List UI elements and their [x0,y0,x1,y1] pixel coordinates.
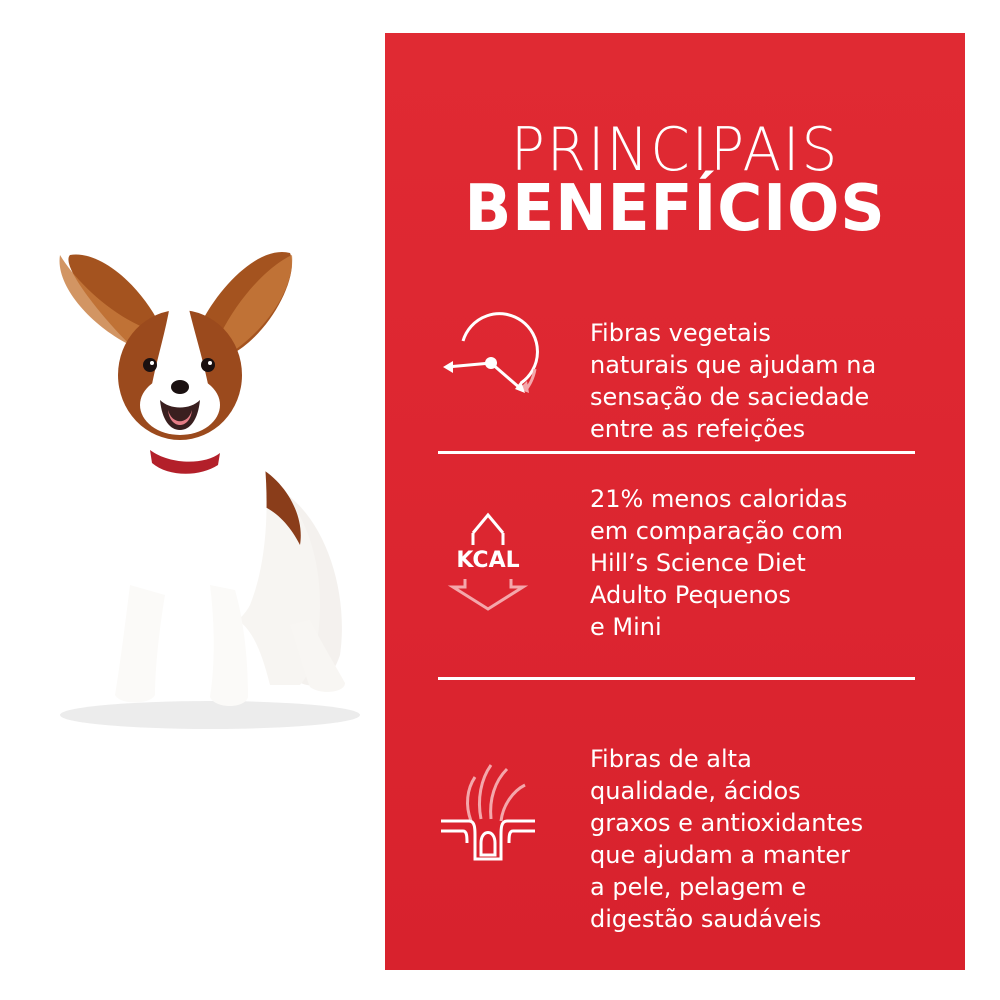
benefit-text-skin-coat: Fibras de alta qualidade, ácidos graxos e antioxidantes que ajudam a manter a pele, pelagem e digestão saudáveis [590,745,864,933]
divider-1 [438,451,915,454]
benefit-text-satiety: Fibras vegetais naturais que ajudam na sensação de saciedade entre as refeições [590,319,877,443]
skin-coat-icon [433,759,543,869]
benefit-text-calories: 21% menos caloridas em comparação com Hill’s Science Diet Adulto Pequenos e Mini [590,485,848,641]
papillon-dog-image [20,225,380,745]
title-line-2: BENEFÍCIOS [464,172,886,246]
satiety-clock-icon [433,301,543,411]
kcal-label: KCAL [456,548,520,573]
benefits-panel [385,33,965,970]
kcal-down-icon [433,503,543,613]
divider-2 [438,677,915,680]
title-line-1: PRINCIPAIS [510,115,840,185]
